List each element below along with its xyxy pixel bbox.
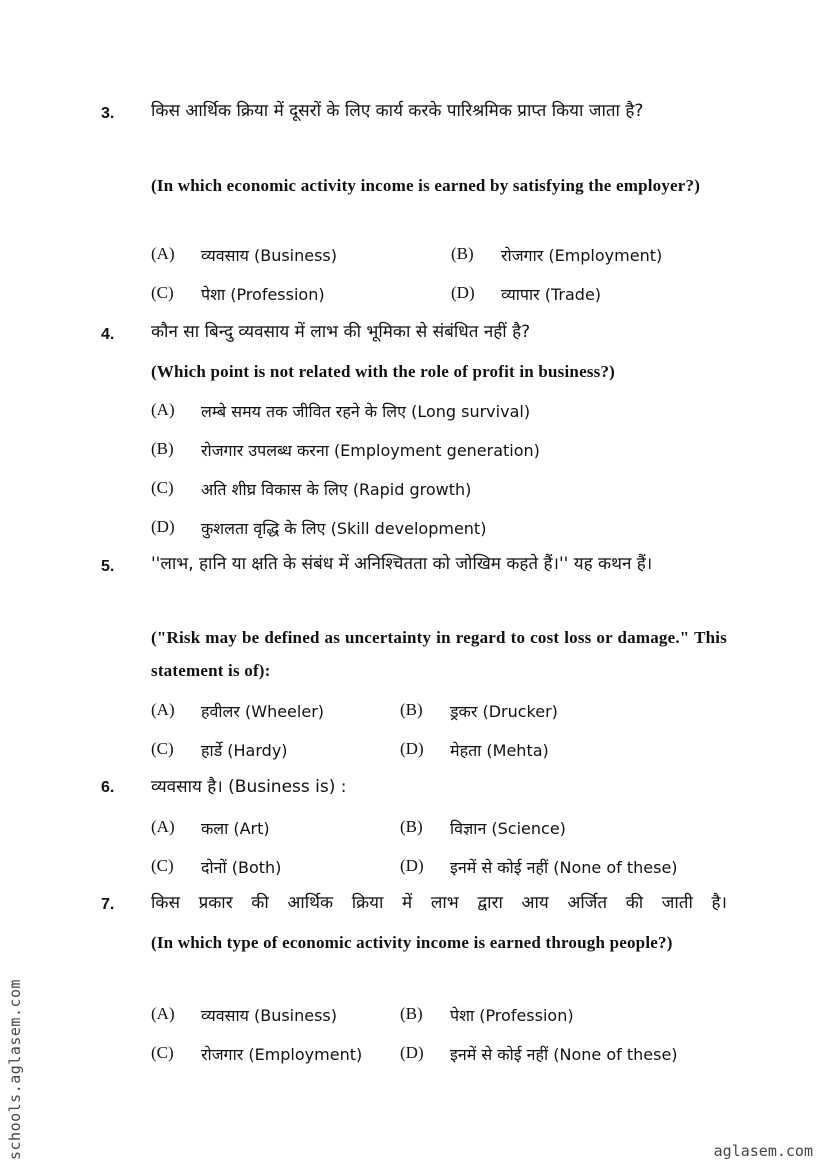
- option-text: रोजगार (Employment): [201, 1045, 363, 1064]
- option-text: विज्ञान (Science): [450, 819, 566, 838]
- question-text-hindi: ''लाभ, हानि या क्षति के संबंध में अनिश्चितता को जोखिम कहते हैं।'' यह कथन हैं।: [151, 554, 653, 574]
- option-label: (A): [151, 1004, 175, 1023]
- option-label: (C): [151, 1043, 174, 1062]
- option-label: (A): [151, 817, 175, 836]
- option-text: लम्बे समय तक जीवित रहने के लिए (Long survival): [201, 402, 531, 421]
- question-number: 5.: [101, 558, 115, 575]
- footer-watermark: aglasem.com: [713, 1142, 813, 1160]
- side-watermark: schools.aglasem.com: [6, 978, 24, 1160]
- option-text: अति शीघ्र विकास के लिए (Rapid growth): [201, 480, 472, 499]
- option-text: व्यापार (Trade): [501, 285, 602, 304]
- option-text: हवीलर (Wheeler): [201, 702, 325, 721]
- option-text: रोजगार उपलब्ध करना (Employment generation): [201, 441, 540, 460]
- option-label: (D): [400, 856, 424, 875]
- option-label: (B): [151, 439, 174, 458]
- question-text-english: (Which point is not related with the role of profit in business?): [151, 362, 616, 381]
- option-label: (B): [400, 1004, 423, 1023]
- option-label: (C): [151, 478, 174, 497]
- question-text-hindi: व्यवसाय है। (Business is) :: [151, 777, 347, 797]
- question-text-english: ("Risk may be defined as uncertainty in regard to cost loss or damage." This statement is of):: [151, 628, 727, 680]
- option-label: (A): [151, 400, 175, 419]
- option-text: दोनों (Both): [201, 858, 282, 877]
- question-text-hindi: किस प्रकार की आर्थिक क्रिया में लाभ द्वारा आय अर्जित की जाती है।: [151, 893, 727, 913]
- option-label: (C): [151, 739, 174, 758]
- option-text: व्यवसाय (Business): [201, 1006, 338, 1025]
- question-number: 4.: [101, 326, 115, 343]
- question-number: 3.: [101, 105, 115, 122]
- option-text: मेहता (Mehta): [450, 741, 549, 760]
- question-number: 7.: [101, 896, 115, 913]
- option-label: (D): [400, 739, 424, 758]
- option-label: (A): [151, 244, 175, 263]
- question-text-english: (In which economic activity income is earned by satisfying the employer?): [151, 176, 701, 195]
- option-label: (B): [451, 244, 474, 263]
- option-text: इनमें से कोई नहीं (None of these): [450, 1045, 678, 1064]
- option-label: (D): [400, 1043, 424, 1062]
- option-text: ड्रकर (Drucker): [450, 702, 558, 721]
- option-label: (C): [151, 283, 174, 302]
- question-text-english: (In which type of economic activity income is earned through people?): [151, 933, 673, 952]
- option-text: इनमें से कोई नहीं (None of these): [450, 858, 678, 877]
- question-text-hindi: कौन सा बिन्दु व्यवसाय में लाभ की भूमिका से संबंधित नहीं है?: [151, 322, 531, 342]
- option-label: (C): [151, 856, 174, 875]
- option-label: (B): [400, 817, 423, 836]
- option-text: कला (Art): [201, 819, 270, 838]
- option-label: (A): [151, 700, 175, 719]
- option-text: रोजगार (Employment): [501, 246, 663, 265]
- option-text: कुशलता वृद्धि के लिए (Skill development): [201, 519, 487, 538]
- option-label: (D): [451, 283, 475, 302]
- question-text-hindi: किस आर्थिक क्रिया में दूसरों के लिए कार्य करके पारिश्रमिक प्राप्त किया जाता है?: [151, 101, 644, 121]
- option-text: पेशा (Profession): [450, 1006, 574, 1025]
- question-number: 6.: [101, 779, 115, 796]
- option-text: व्यवसाय (Business): [201, 246, 338, 265]
- option-text: हार्डे (Hardy): [201, 741, 288, 760]
- option-label: (B): [400, 700, 423, 719]
- option-label: (D): [151, 517, 175, 536]
- option-text: पेशा (Profession): [201, 285, 325, 304]
